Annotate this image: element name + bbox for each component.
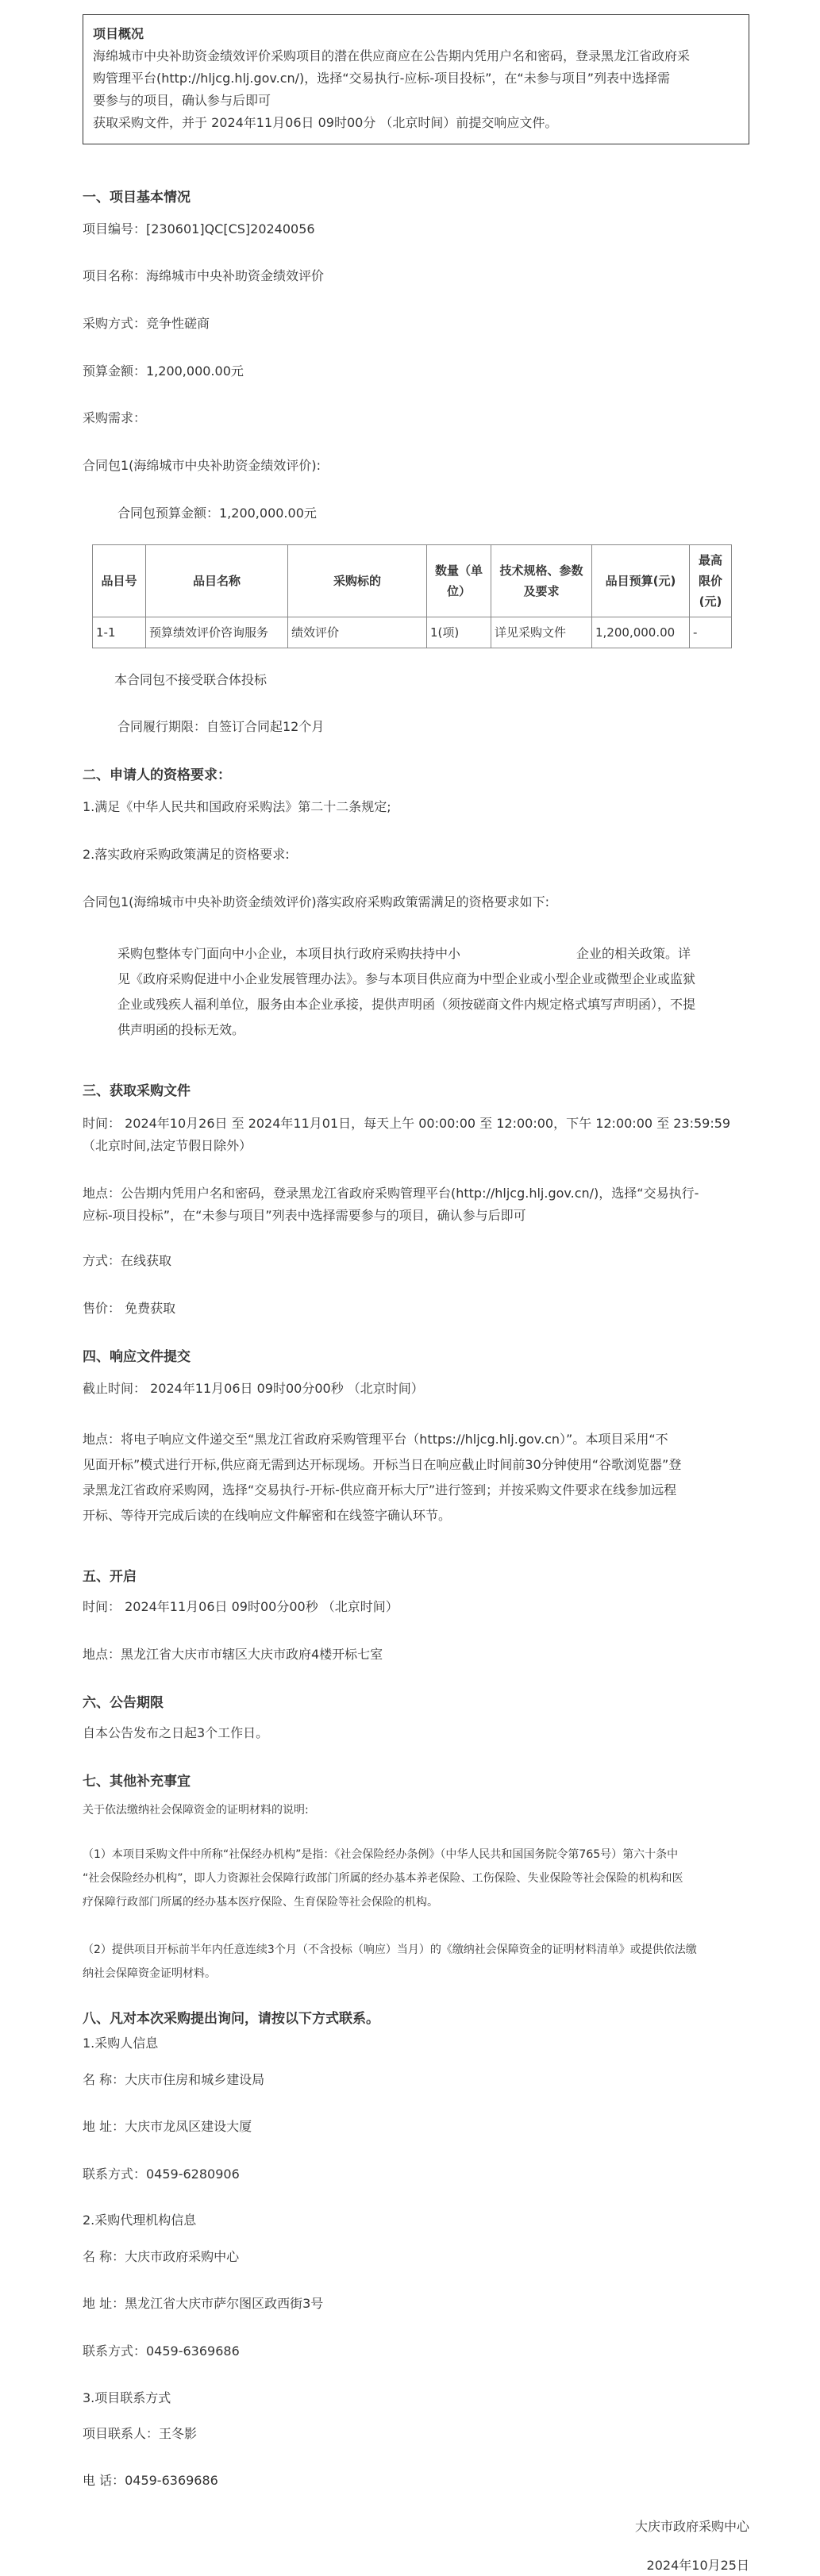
social-security-intro: 关于依法缴纳社会保障资金的证明材料的说明: xyxy=(83,1804,309,1817)
note-line: 疗保障行政部门所属的经办基本医疗保险、生育保险等社会保险的机构。 xyxy=(83,1896,438,1909)
agency-info-title: 2.采购代理机构信息 xyxy=(83,2213,197,2228)
table-row xyxy=(93,617,732,648)
table-cell: - xyxy=(690,617,732,648)
acquire-method: 方式：在线获取 xyxy=(83,1253,172,1268)
submission-place-line: 地点：将电子响应文件递交至“黑龙江省政府采购管理平台（https://hljcg.hlj.gov.cn）”。本项目采用“不 xyxy=(83,1432,668,1447)
submission-place-line: 见面开标”模式进行开标,供应商无需到达开标现场。开标当日在响应截止时间前30分钟使用“谷歌浏览器”登 xyxy=(83,1457,682,1472)
policy-text: 采购包整体专门面向中小企业，本项目执行政府采购扶持中小 xyxy=(117,946,461,961)
acquire-time-line: （北京时间,法定节假日除外） xyxy=(83,1138,252,1153)
policy-text: 见《政府采购促进中小企业发展管理办法》。参与本项目供应商为中型企业或小型企业或微型企业或监狱 xyxy=(117,971,696,986)
table-header: 最高限价(元) xyxy=(690,545,732,617)
section-6-heading: 六、公告期限 xyxy=(83,1695,164,1711)
agency-address: 地 址：黑龙江省大庆市萨尔图区政西街3号 xyxy=(83,2296,324,2311)
overview-title: 项目概况 xyxy=(93,26,144,41)
table-cell: 详见采购文件 xyxy=(491,617,592,648)
issuing-org: 大庆市政府采购中心 xyxy=(634,2519,749,2534)
section-2-heading: 二、申请人的资格要求： xyxy=(83,767,231,783)
section-1-heading: 一、项目基本情况 xyxy=(83,190,191,206)
acquire-place-line: 应标-项目投标”，在“未参与项目”列表中选择需要参与的项目，确认参与后即可 xyxy=(83,1208,526,1223)
package-budget: 合同包预算金额：1,200,000.00元 xyxy=(117,506,317,521)
policy-text: 供声明函的投标无效。 xyxy=(117,1022,245,1037)
no-consortium-note: 本合同包不接受联合体投标 xyxy=(114,672,268,687)
opening-place: 地点：黑龙江省大庆市市辖区大庆市政府4楼开标七室 xyxy=(83,1647,383,1662)
acquire-time-line: 时间： 2024年10月26日 至 2024年11月01日，每天上午 00:00:00 至 12:00:00，下午 12:00:00 至 23:59:59 xyxy=(83,1116,731,1131)
project-name: 项目名称：海绵城市中央补助资金绩效评价 xyxy=(83,268,325,283)
announcement-period: 自本公告发布之日起3个工作日。 xyxy=(83,1725,269,1740)
qualification-item-1: 1.满足《中华人民共和国政府采购法》第二十二条规定; xyxy=(83,799,391,814)
buyer-address: 地 址：大庆市龙凤区建设大厦 xyxy=(83,2119,252,2134)
acquire-place xyxy=(83,1182,749,1227)
opening-time: 时间： 2024年11月06日 09时00分00秒 （北京时间） xyxy=(83,1599,398,1614)
table-header: 数量（单位） xyxy=(427,545,491,617)
policy-text: 企业或残疾人福利单位，服务由本企业承接，提供声明函（须按磋商文件内规定格式填写声明函），不提 xyxy=(117,997,696,1012)
table-header: 技术规格、参数及要求 xyxy=(491,545,592,617)
contract-period: 合同履行期限：自签订合同起12个月 xyxy=(117,719,325,734)
contact-title: 3.项目联系方式 xyxy=(83,2390,171,2405)
policy-text: 企业的相关政策。详 xyxy=(576,946,691,961)
qualification-item-2: 2.落实政府采购政策满足的资格要求: xyxy=(83,847,290,862)
overview-line: 购管理平台(http://hljcg.hlj.gov.cn/)，选择“交易执行-应标-项目投标”，在“未参与项目”列表中选择需 xyxy=(93,71,670,86)
table-cell: 绩效评价 xyxy=(288,617,427,648)
note-line: （2）提供项目开标前半年内任意连续3个月（不含投标（响应）当月）的《缴纳社会保障资金的证明材料清单》或提供依法缴 xyxy=(83,1944,697,1956)
section-4-heading: 四、响应文件提交 xyxy=(83,1349,191,1365)
table-header-row xyxy=(93,545,732,617)
items-table-wrap xyxy=(83,544,749,648)
submission-place-line: 录黑龙江省政府采购网，选择“交易执行-开标-供应商开标大厅”进行签到；并按采购文件要求在线参加远程 xyxy=(83,1482,677,1498)
note-2 xyxy=(83,1938,749,1986)
note-1 xyxy=(83,1843,749,1914)
table-header: 采购标的 xyxy=(288,545,427,617)
section-3-heading: 三、获取采购文件 xyxy=(83,1083,191,1099)
buyer-info-title: 1.采购人信息 xyxy=(83,2036,159,2051)
buyer-phone: 联系方式：0459-6280906 xyxy=(83,2167,240,2182)
table-header: 品目名称 xyxy=(146,545,288,617)
agency-name: 名 称：大庆市政府采购中心 xyxy=(83,2249,240,2264)
table-header: 品目预算(元) xyxy=(592,545,690,617)
acquire-place-line: 地点：公告期内凭用户名和密码，登录黑龙江省政府采购管理平台(http://hljcg.hlj.gov.cn/)，选择“交易执行- xyxy=(83,1186,699,1201)
note-line: （1）本项目采购文件中所称“社保经办机构”是指：《社会保险经办条例》（中华人民共和国国务院令第765号）第六十条中 xyxy=(83,1848,679,1861)
contact-phone: 电 话：0459-6369686 xyxy=(83,2473,218,2488)
section-5-heading: 五、开启 xyxy=(83,1569,137,1585)
submission-place-line: 开标、等待开完成后读的在线响应文件解密和在线签字确认环节。 xyxy=(83,1508,452,1523)
overview-box xyxy=(83,14,749,144)
section-7-heading: 七、其他补充事宜 xyxy=(83,1774,191,1790)
note-line: 纳社会保障资金证明材料。 xyxy=(83,1967,216,1980)
submission-place xyxy=(83,1427,749,1528)
overview-line: 获取采购文件，并于 2024年11月06日 09时00分 （北京时间）前提交响应文件。 xyxy=(93,115,558,130)
submission-deadline: 截止时间： 2024年11月06日 09时00分00秒 （北京时间） xyxy=(83,1381,424,1396)
package-requirement: 合同包1(海绵城市中央补助资金绩效评价)落实政府采购政策需满足的资格要求如下: xyxy=(83,894,550,909)
table-cell: 1-1 xyxy=(93,617,146,648)
acquire-time xyxy=(83,1113,749,1157)
budget-amount: 预算金额：1,200,000.00元 xyxy=(83,363,244,379)
note-line: “社会保险经办机构”，即人力资源社会保障行政部门所属的经办基本养老保险、工伤保险、失业保险等社会保险的机构和医 xyxy=(83,1872,683,1885)
items-table xyxy=(92,544,732,648)
table-header: 品目号 xyxy=(93,545,146,617)
table-cell: 1(项) xyxy=(427,617,491,648)
section-8-heading: 八、凡对本次采购提出询问，请按以下方式联系。 xyxy=(83,2011,379,2027)
policy-paragraph xyxy=(83,941,749,1043)
issue-date: 2024年10月25日 xyxy=(646,2558,749,2573)
table-cell: 1,200,000.00 xyxy=(592,617,690,648)
table-cell: 预算绩效评价咨询服务 xyxy=(146,617,288,648)
contact-person: 项目联系人：王冬影 xyxy=(83,2426,198,2441)
project-number: 项目编号：[230601]QC[CS]20240056 xyxy=(83,221,315,236)
acquire-price: 售价： 免费获取 xyxy=(83,1301,176,1316)
overview-line: 要参与的项目，确认参与后即可 xyxy=(93,93,271,108)
agency-phone: 联系方式：0459-6369686 xyxy=(83,2343,240,2359)
contract-package: 合同包1(海绵城市中央补助资金绩效评价): xyxy=(83,458,321,473)
buyer-name: 名 称：大庆市住房和城乡建设局 xyxy=(83,2072,265,2087)
procurement-method: 采购方式：竞争性磋商 xyxy=(83,316,210,331)
procurement-demand: 采购需求： xyxy=(83,410,147,425)
overview-line: 海绵城市中央补助资金绩效评价采购项目的潜在供应商应在公告期内凭用户名和密码，登录黑龙江省政府采 xyxy=(93,48,691,63)
